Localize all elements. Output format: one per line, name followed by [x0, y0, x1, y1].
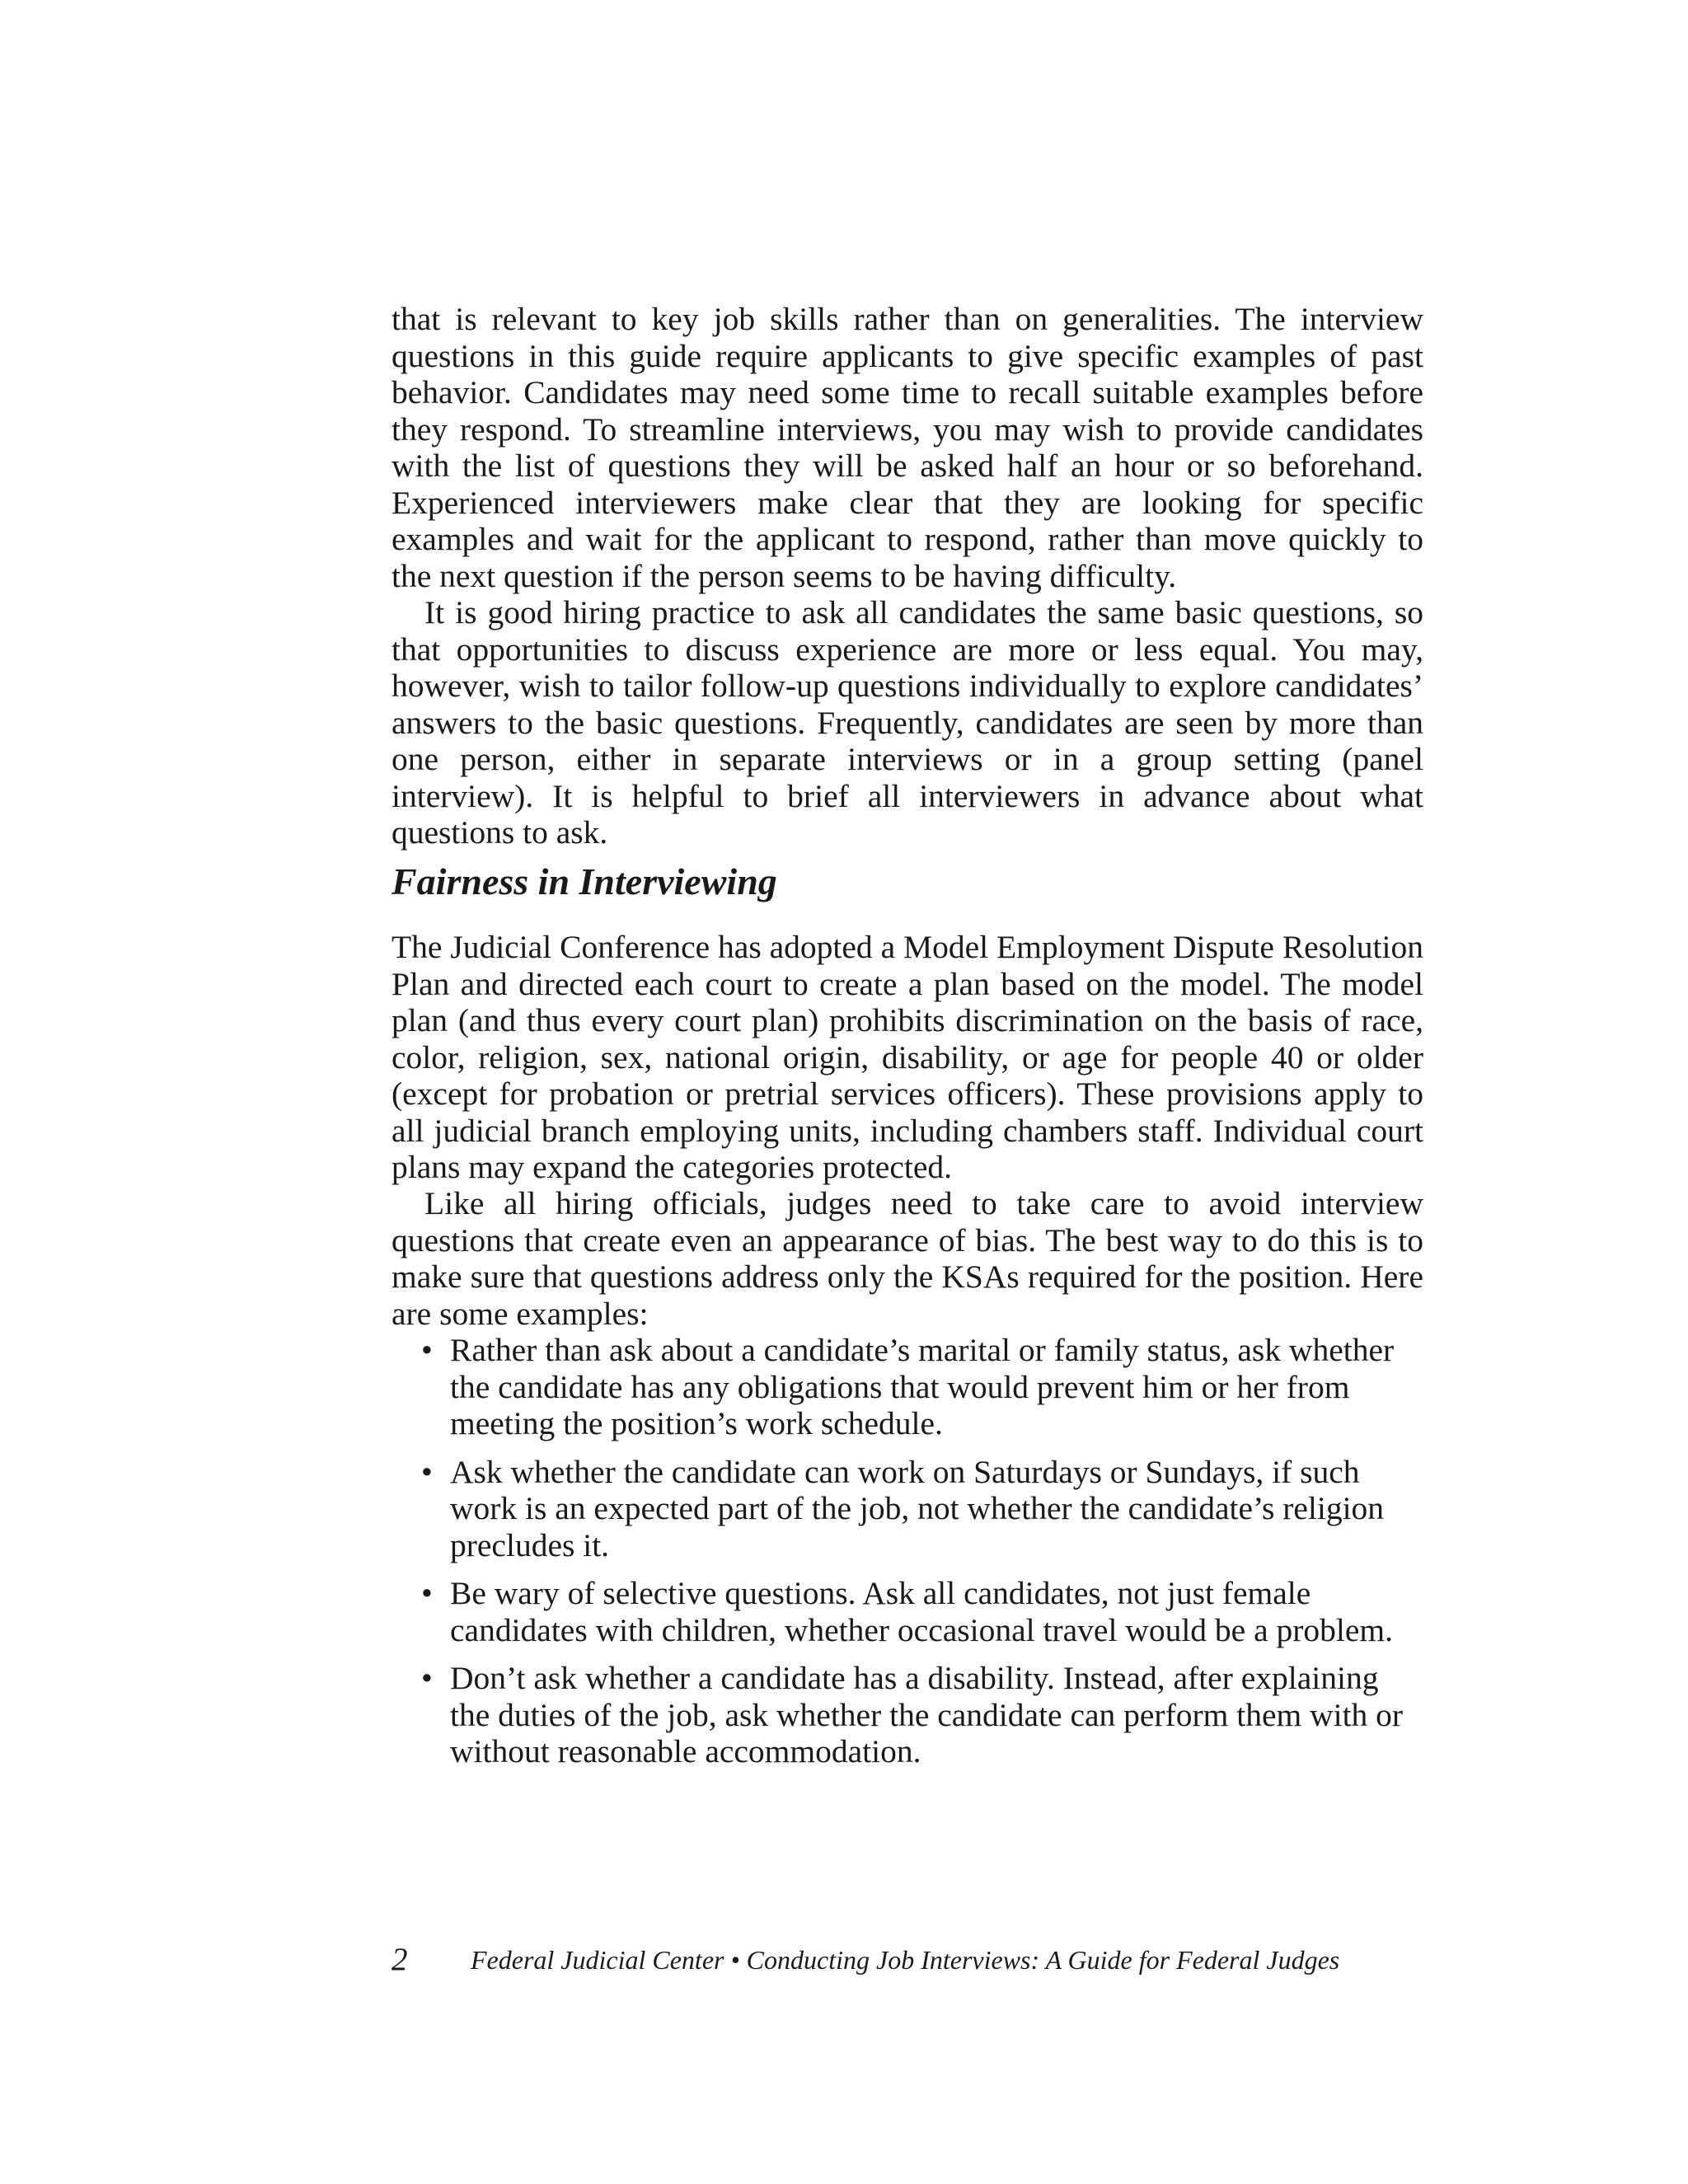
body-paragraph: Like all hiring officials, judges need to take care to avoid interview questions that create even an appearance of bias. The best way to do this is to make sure that questions address only the KSAs required for the position. Here are some examples:: [392, 1185, 1423, 1332]
page-number: 2: [392, 1942, 408, 1977]
body-paragraph: that is relevant to key job skills rather than on generalities. The interview questions in this guide require applicants to give specific examples of past behavior. Candidates may need some time to recall suitable examples before they respond. To streamline interviews, you may wish to provide candidates with the list of questions they will be asked half an hour or so beforehand. Experienced interviewers make clear that they are looking for specific examples and wait for the applicant to respond, rather than move quickly to the next question if the person seems to be having difficulty.: [392, 301, 1423, 594]
list-item: [392, 1660, 1423, 1770]
bullet-icon: •: [421, 1332, 433, 1368]
list-item-text: Ask whether the candidate can work on Saturdays or Sundays, if such work is an expected part of the job, not whether the candidate’s religion precludes it.: [450, 1453, 1385, 1563]
list-item-text: Be wary of selective questions. Ask all candidates, not just female candidates with children, whether occasional travel would be a problem.: [450, 1575, 1393, 1648]
bullet-icon: •: [421, 1660, 433, 1696]
list-item-text: Don’t ask whether a candidate has a disability. Instead, after explaining the duties of the job, ask whether the candidate can perform them with or without reasonable accommodation.: [450, 1660, 1404, 1769]
body-paragraph: The Judicial Conference has adopted a Model Employment Dispute Resolution Plan and directed each court to create a plan based on the model. The model plan (and thus every court plan) prohibits discrimination on the basis of race, color, religion, sex, national origin, disability, or age for people 40 or older (except for probation or pretrial services officers). These provisions apply to all judicial branch employing units, including chambers staff. Individual court plans may expand the categories protected.: [392, 929, 1423, 1185]
page-footer: [392, 1942, 1422, 1978]
bullet-icon: •: [421, 1575, 433, 1611]
list-item-text: Rather than ask about a candidate’s marital or family status, ask whether the candidate has any obligations that would prevent him or her from meeting the position’s work schedule.: [450, 1332, 1395, 1441]
list-item: [392, 1332, 1423, 1442]
examples-list: [392, 1332, 1423, 1782]
bullet-icon: •: [421, 1453, 433, 1490]
running-footer-title: Federal Judicial Center • Conducting Job Interviews: A Guide for Federal Judges: [471, 1945, 1340, 1975]
section-heading: Fairness in Interviewing: [392, 860, 777, 902]
list-item: [392, 1454, 1423, 1564]
body-paragraph: It is good hiring practice to ask all candidates the same basic questions, so that opportunities to discuss experience are more or less equal. You may, however, wish to tailor follow-up questions individually to explore candidates’ answers to the basic questions. Frequently, candidates are seen by more than one person, either in separate interviews or in a group setting (panel interview). It is helpful to brief all interviewers in advance about what questions to ask.: [392, 594, 1423, 851]
list-item: [392, 1575, 1423, 1648]
